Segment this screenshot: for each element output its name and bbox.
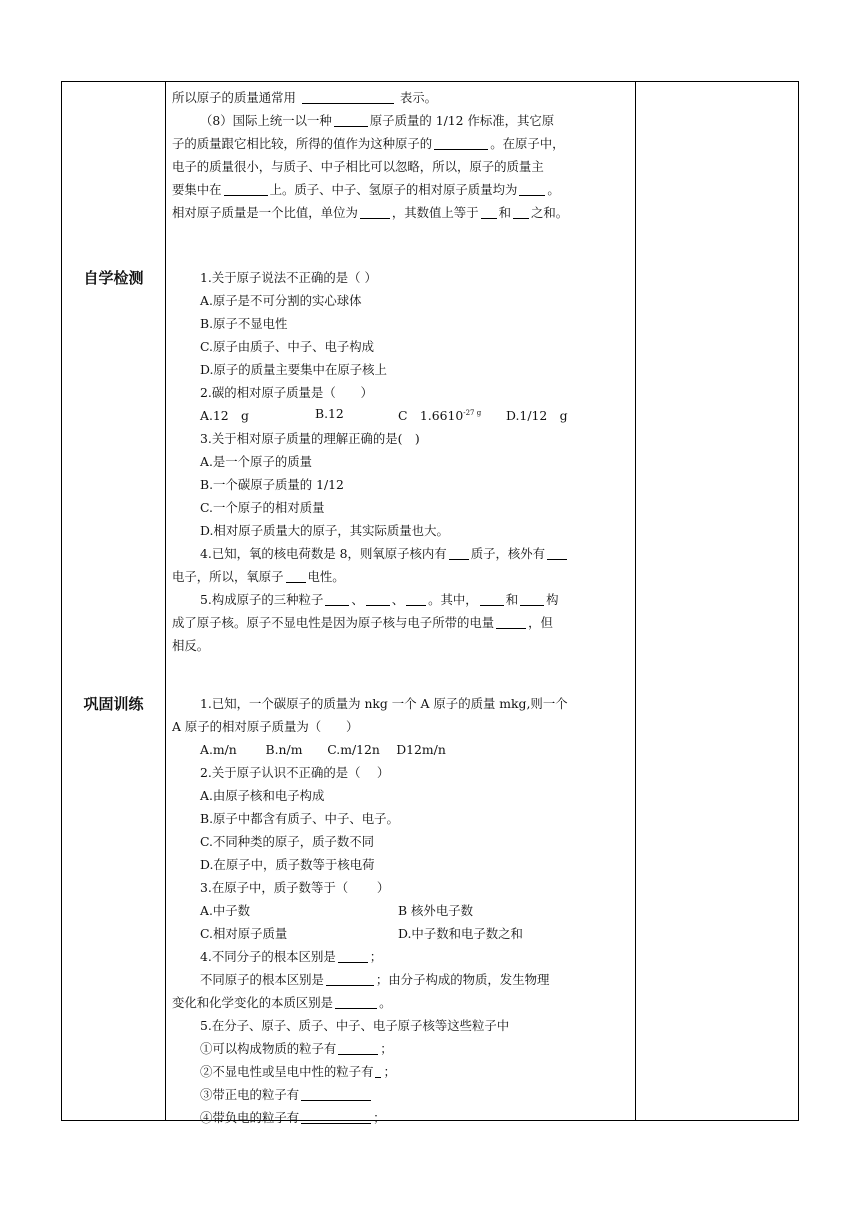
consolidation-q3-option-a: A.中子数 [200, 903, 251, 918]
consolidation-q3: 3.在原子中，质子数等于（ ） [200, 880, 390, 895]
blank [480, 593, 504, 606]
intro-line-6: 相对原子质量是一个比值，单位为 ，其数值上等于 和 之和。 [172, 205, 569, 220]
consolidation-q4-line-1: 4.不同分子的根本区别是 ； [200, 949, 383, 964]
blank [301, 1111, 371, 1124]
self-test-q1-option-a: A.原子是不可分割的实心球体 [200, 293, 362, 308]
self-test-q4-line-2: 电子，所以，氧原子 电性。 [172, 569, 345, 584]
worksheet-table [61, 81, 799, 1125]
self-test-q2-option-a: A.12 g [200, 408, 249, 423]
self-test-q2-option-b: B.12 [315, 406, 344, 421]
blank [520, 593, 544, 606]
blank [481, 206, 497, 219]
blank [335, 996, 377, 1009]
intro-line-4: 电子的质量很小，与质子、中子相比可以忽略，所以，原子的质量主 [172, 159, 544, 174]
section-title-consolidation: 巩固训练 [83, 695, 144, 713]
self-test-q5-line-2: 成了原子核。原子不显电性是因为原子核与电子所带的电量 ，但 [172, 615, 553, 630]
self-test-q3-option-a: A.是一个原子的质量 [200, 454, 313, 469]
consolidation-q2-option-b: B.原子中都含有质子、中子、电子。 [200, 811, 399, 826]
consolidation-q2-option-c: C.不同种类的原子，质子数不同 [200, 834, 375, 849]
blank [513, 206, 529, 219]
self-test-q1: 1.关于原子说法不正确的是（ ） [200, 270, 377, 285]
blank [326, 973, 374, 986]
consolidation-q5-item-2: ②不显电性或呈电中性的粒子有 ； [200, 1064, 396, 1079]
consolidation-q3-option-b: B 核外电子数 [398, 903, 473, 918]
self-test-q3: 3.关于相对原子质量的理解正确的是( ) [200, 431, 420, 446]
consolidation-q4-line-3: 变化和化学变化的本质区别是 。 [172, 995, 392, 1010]
consolidation-q5-item-3: ③带正电的粒子有 [200, 1085, 373, 1103]
blank [286, 570, 306, 583]
blank [547, 547, 567, 560]
consolidation-q4-line-2: 不同原子的根本区别是 ；由分子构成的物质，发生物理 [200, 972, 550, 987]
self-test-q2: 2.碳的相对原子质量是（ ） [200, 385, 373, 400]
consolidation-q1-line-1: 1.已知，一个碳原子的质量为 nkg 一个 A 原子的质量 mkg,则一个 [200, 696, 568, 711]
blank [519, 183, 545, 196]
blank [366, 593, 390, 606]
blank [301, 1088, 371, 1101]
consolidation-q5-item-4: ④带负电的粒子有 ； [200, 1110, 386, 1125]
intro-line-2: （8）国际上统一以一种 原子质量的 1/12 作标准，其它原 [200, 113, 555, 128]
self-test-q3-option-c: C.一个原子的相对质量 [200, 500, 325, 515]
consolidation-q3-option-c: C.相对原子质量 [200, 926, 288, 941]
column-divider-right [635, 82, 636, 1120]
self-test-q3-option-b: B.一个碳原子质量的 1/12 [200, 477, 344, 492]
self-test-q3-option-d: D.相对原子质量大的原子，其实际质量也大。 [200, 523, 449, 538]
blank [449, 547, 469, 560]
blank [334, 114, 368, 127]
blank [338, 950, 368, 963]
self-test-q2-option-c: C $1.6610^{-27 g}$ [398, 408, 482, 423]
intro-line-3: 子的质量跟它相比较，所得的值作为这种原子的 。在原子中， [172, 136, 565, 151]
self-test-q5-line-1: 5.构成原子的三种粒子 、 、 。其中， 和 构 [200, 592, 559, 607]
blank [434, 137, 488, 150]
blank [360, 206, 390, 219]
blank [302, 91, 394, 104]
consolidation-q5-item-1: ①可以构成物质的粒子有 ； [200, 1041, 393, 1056]
blank [496, 616, 526, 629]
self-test-q1-option-c: C.原子由质子、中子、电子构成 [200, 339, 375, 354]
consolidation-q2-option-a: A.由原子核和电子构成 [200, 788, 325, 803]
self-test-q2-option-d: D.1/12 g [506, 408, 568, 423]
self-test-q5-line-3: 相反。 [172, 638, 210, 653]
blank [338, 1042, 378, 1055]
column-divider-left [165, 82, 166, 1120]
section-title-self-test: 自学检测 [83, 269, 144, 287]
consolidation-q5: 5.在分子、原子、质子、中子、电子原子核等这些粒子中 [200, 1018, 510, 1033]
blank [406, 593, 426, 606]
consolidation-q2-option-d: D.在原子中，质子数等于核电荷 [200, 857, 375, 872]
intro-line-5: 要集中在 上。质子、中子、氢原子的相对原子质量均为 。 [172, 182, 560, 197]
consolidation-q1-line-2: A 原子的相对原子质量为（ ） [172, 719, 359, 734]
self-test-q1-option-d: D.原子的质量主要集中在原子核上 [200, 362, 387, 377]
intro-line-1: 所以原子的质量通常用 表示。 [172, 90, 437, 105]
consolidation-q2: 2.关于原子认识不正确的是（ ） [200, 765, 390, 780]
blank [224, 183, 268, 196]
self-test-q1-option-b: B.原子不显电性 [200, 316, 288, 331]
consolidation-q1-options: A.m/n B.n/m C.m/12n D12m/n [200, 742, 446, 757]
consolidation-q3-option-d: D.中子数和电子数之和 [398, 926, 523, 941]
blank [375, 1065, 381, 1078]
self-test-q4-line-1: 4.已知，氧的核电荷数是 8，则氧原子核内有 质子，核外有 [200, 544, 569, 562]
blank [325, 593, 349, 606]
